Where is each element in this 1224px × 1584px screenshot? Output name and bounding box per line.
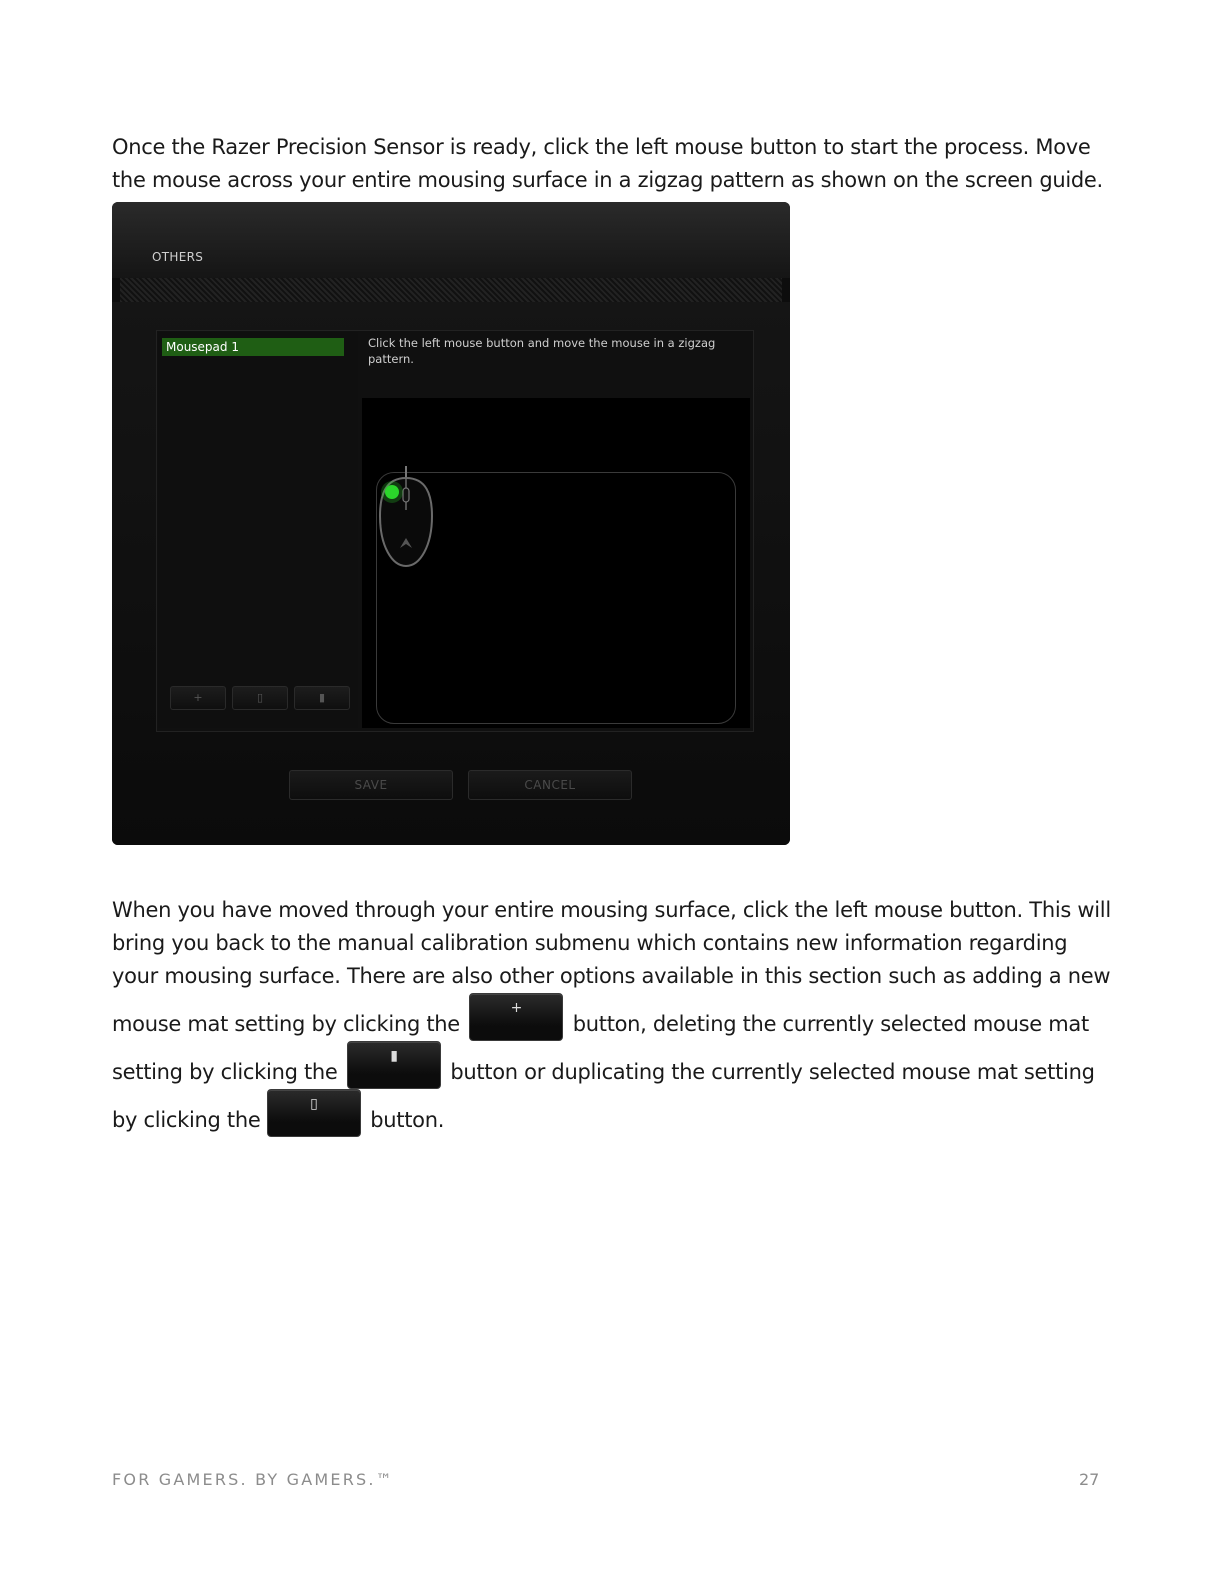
body-text-part4: button.: [370, 1108, 445, 1132]
save-button[interactable]: SAVE: [289, 770, 453, 800]
duplicate-button-image: ▯: [267, 1089, 361, 1137]
delete-button-image: ▮: [347, 1041, 441, 1089]
add-button-image: +: [469, 993, 563, 1041]
body-paragraph: [112, 894, 1112, 1137]
footer-tagline: FOR GAMERS. BY GAMERS.™: [112, 1470, 394, 1489]
duplicate-mousepad-button[interactable]: ▯: [232, 686, 288, 710]
body-text-part2: button, deleting the currently selected mouse mat setting by clicking the: [112, 1012, 1089, 1084]
body-text-part1: When you have moved through your entire mousing surface, click the left mouse button. This will bring you back to the manual calibration submenu which contains new information regarding your mousing surface. There are also other options available in this section such as adding a new mouse mat setting by clicking the: [112, 898, 1111, 1036]
cancel-button[interactable]: CANCEL: [468, 770, 632, 800]
list-item-mousepad-1[interactable]: Mousepad 1: [162, 338, 344, 356]
synapse-screenshot: [112, 202, 790, 845]
mouse-icon: [374, 464, 438, 572]
add-mousepad-button[interactable]: +: [170, 686, 226, 710]
mesh-divider: [120, 278, 782, 302]
intro-paragraph: Once the Razer Precision Sensor is ready, click the left mouse button to start the process. Move the mouse across your entire mousing surface in a zigzag pattern as shown on the screen guide.: [112, 135, 1103, 192]
page-number: 27: [1079, 1470, 1100, 1489]
mousepad-list: [158, 332, 358, 728]
delete-mousepad-button[interactable]: ▮: [294, 686, 350, 710]
calibration-instruction: Click the left mouse button and move the mouse in a zigzag pattern.: [368, 336, 716, 366]
section-title: OTHERS: [152, 250, 204, 264]
screenshot-header: [112, 202, 790, 278]
body-text-part3: button or duplicating the currently selected mouse mat setting by clicking the: [112, 1060, 1095, 1132]
